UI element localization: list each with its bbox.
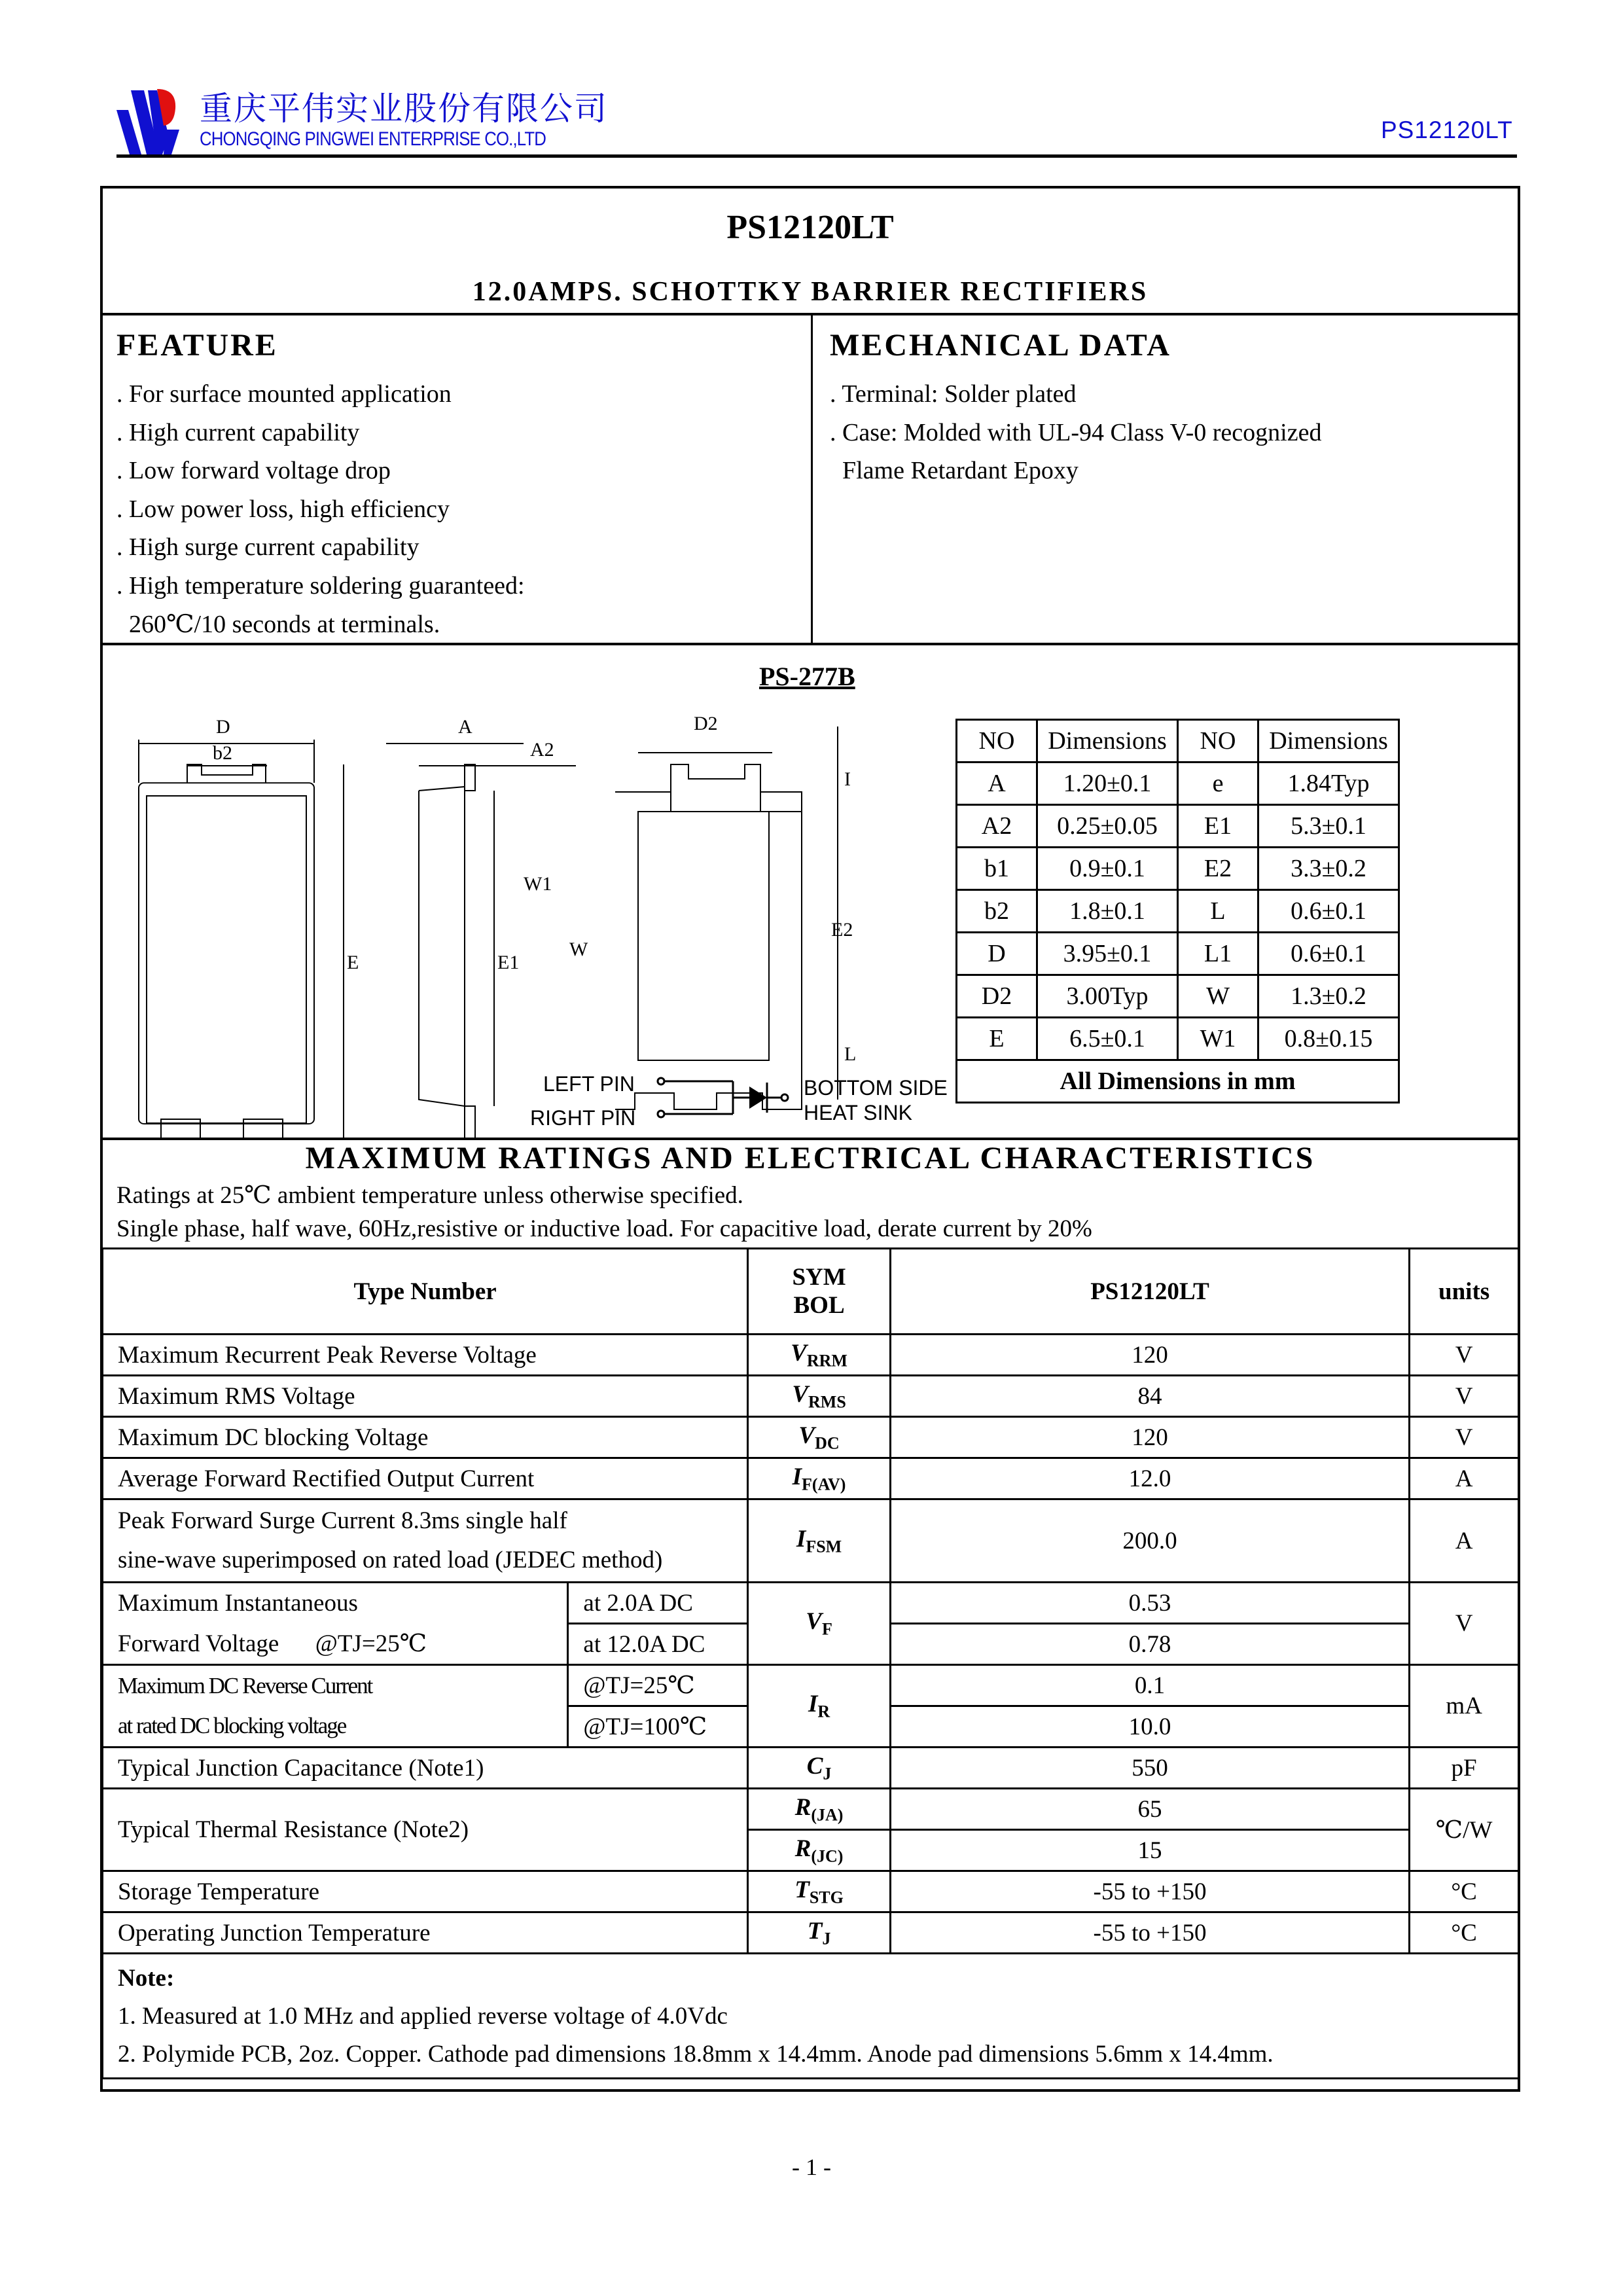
param-label: at rated DC blocking voltage [103,1706,568,1748]
value-cell: 0.53 [890,1583,1409,1624]
mechanical-item: . Case: Molded with UL-94 Class V-0 recognized [830,418,1322,446]
cell: 0.9±0.1 [1037,848,1178,890]
param-label: Maximum Instantaneous [103,1583,568,1624]
mechanical-item: Flame Retardant Epoxy [830,457,1079,484]
unit-cell: V [1410,1417,1519,1458]
symbol-cell [748,1458,891,1499]
cell: W [1178,975,1258,1018]
cell: 1.20±0.1 [1037,762,1178,805]
notes-row [103,1954,1519,2079]
param-label-line2: sine-wave superimposed on rated load (JEDEC method) [118,1547,663,1573]
cell: e [1178,762,1258,805]
divider [100,643,1520,645]
table-row [957,805,1399,848]
symbol-cell [748,1830,891,1871]
symbol-sub: (JA) [811,1805,844,1825]
bottom-side-label: BOTTOM SIDE [804,1076,948,1100]
diode-schematic-icon [654,1073,805,1126]
table-header-row [957,720,1399,762]
symbol-cell [748,1665,891,1748]
svg-text:E: E [347,952,359,973]
value-cell: 15 [890,1830,1409,1871]
param-label: Operating Junction Temperature [103,1912,748,1954]
table-row [957,1018,1399,1060]
cell: 0.8±0.15 [1258,1018,1399,1060]
symbol-cell [748,1748,891,1789]
param-label: Maximum RMS Voltage [103,1376,748,1417]
symbol-sub: F(AV) [802,1475,846,1494]
table-row [103,1748,1519,1789]
header-cell: NO [1178,720,1258,762]
ratings-heading: MAXIMUM RATINGS AND ELECTRICAL CHARACTERISTICS [305,1141,1315,1175]
header-cell: NO [957,720,1037,762]
symbol-cell [748,1499,891,1583]
table-row [103,1376,1519,1417]
cell: W1 [1178,1018,1258,1060]
value-cell: 120 [890,1335,1409,1376]
svg-text:A: A [458,716,473,738]
notes-cell [103,1954,1519,2079]
unit-cell: °C [1410,1912,1519,1954]
part-header: PS12120LT [890,1249,1409,1335]
svg-text:I: I [844,768,851,790]
unit-cell: pF [1410,1748,1519,1789]
symbol-cell [748,1376,891,1417]
cell: 1.3±0.2 [1258,975,1399,1018]
value-cell: 0.78 [890,1624,1409,1665]
cell: 6.5±0.1 [1037,1018,1178,1060]
cell: L [1178,890,1258,933]
value-cell: 200.0 [890,1499,1409,1583]
cell: E [957,1018,1037,1060]
table-row [103,1665,1519,1706]
cell: b2 [957,890,1037,933]
unit-cell: ℃/W [1410,1789,1519,1871]
cell: 3.95±0.1 [1037,933,1178,975]
cell: D [957,933,1037,975]
symbol: V [798,1422,815,1449]
cell: A [957,762,1037,805]
feature-heading: FEATURE [116,328,278,363]
table-row [957,933,1399,975]
condition-cell: at 12.0A DC [568,1624,748,1665]
symbol-cell [748,1583,891,1665]
svg-text:A2: A2 [530,739,554,761]
value-cell: -55 to +150 [890,1871,1409,1912]
units-header: units [1410,1249,1519,1335]
table-header-row [103,1249,1519,1335]
column-divider [811,313,813,644]
symbol-sub: STG [809,1888,844,1907]
svg-text:W1: W1 [524,873,552,895]
mechanical-heading: MECHANICAL DATA [830,328,1171,363]
right-pin-label: RIGHT PIN [530,1106,636,1130]
cell: D2 [957,975,1037,1018]
symbol-header-line2: BOL [793,1292,845,1319]
unit-cell: A [1410,1499,1519,1583]
param-label: Storage Temperature [103,1871,748,1912]
svg-text:D2: D2 [694,713,718,734]
dimensions-table [955,719,1400,1103]
svg-text:b2: b2 [213,742,232,764]
company-name-en: CHONGQING PINGWEI ENTERPRISE CO.,LTD [200,128,546,150]
company-name-cn: 重庆平伟实业股份有限公司 [200,90,608,128]
cell: E1 [1178,805,1258,848]
feature-item: . Low forward voltage drop [116,457,391,484]
header-rule [116,154,1517,158]
left-pin-label: LEFT PIN [543,1072,635,1096]
param-label-line1: Peak Forward Surge Current 8.3ms single half [118,1507,567,1534]
cell: 3.3±0.2 [1258,848,1399,890]
symbol-cell [748,1789,891,1830]
symbol: R [794,1835,812,1862]
symbol: I [796,1525,806,1552]
unit-cell: A [1410,1458,1519,1499]
symbol-sub: F [821,1619,832,1639]
header-cell: Dimensions [1037,720,1178,762]
symbol-cell [748,1417,891,1458]
symbol-sub: RMS [808,1392,846,1412]
param-label: Average Forward Rectified Output Current [103,1458,748,1499]
unit-cell: °C [1410,1871,1519,1912]
mechanical-item: . Terminal: Solder plated [830,380,1077,408]
type-number-header: Type Number [103,1249,748,1335]
table-row [103,1417,1519,1458]
feature-list [116,380,525,648]
param-label: Maximum DC Reverse Current [103,1665,568,1706]
feature-item: . High current capability [116,418,360,446]
table-row [103,1789,1519,1830]
symbol: V [791,1339,807,1367]
ratings-condition-2: Single phase, half wave, 60Hz,resistive or inductive load. For capacitive load, derate current by 20% [116,1215,1092,1242]
feature-item: . High temperature soldering guaranteed: [116,571,525,600]
package-name: PS-277B [759,662,855,691]
svg-text:L: L [844,1043,857,1065]
symbol: R [794,1793,812,1821]
table-footer-row [957,1060,1399,1103]
param-label: Typical Junction Capacitance (Note1) [103,1748,748,1789]
ratings-table [101,1247,1520,2079]
symbol: I [792,1463,802,1490]
note-item: 2. Polymide PCB, 2oz. Copper. Cathode pad dimensions 18.8mm x 14.4mm. Anode pad dimensions 5.6mm x 14.4mm. [118,2041,1274,2068]
cell: 1.8±0.1 [1037,890,1178,933]
feature-item: . For surface mounted application [116,380,452,408]
symbol-sub: FSM [806,1537,842,1556]
table-row [103,1499,1519,1583]
cell: 0.25±0.05 [1037,805,1178,848]
param-label [103,1499,748,1583]
page-title: PS12120LT [726,209,894,246]
cell: 3.00Typ [1037,975,1178,1018]
symbol-cell [748,1871,891,1912]
mechanical-list [830,380,1321,495]
page-number: - 1 - [792,2154,831,2180]
param-label: Typical Thermal Resistance (Note2) [103,1789,748,1871]
param-label: Maximum Recurrent Peak Reverse Voltage [103,1335,748,1376]
ratings-condition-1: Ratings at 25℃ ambient temperature unless otherwise specified. [116,1182,743,1209]
feature-item: 260℃/10 seconds at terminals. [116,611,440,638]
value-cell: -55 to +150 [890,1912,1409,1954]
cell: 5.3±0.1 [1258,805,1399,848]
condition-cell: at 2.0A DC [568,1583,748,1624]
cell: L1 [1178,933,1258,975]
value-cell: 65 [890,1789,1409,1830]
table-row [103,1335,1519,1376]
param-label: Forward Voltage @TJ=25℃ [103,1624,568,1665]
header-cell: Dimensions [1258,720,1399,762]
feature-item: . High surge current capability [116,533,419,561]
symbol-sub: RRM [806,1351,847,1371]
symbol: V [806,1608,822,1636]
value-cell: 120 [890,1417,1409,1458]
condition-cell: @TJ=25℃ [568,1665,748,1706]
svg-text:E1: E1 [497,952,520,973]
svg-text:D: D [216,716,230,738]
symbol-sub: (JC) [811,1846,844,1866]
value-cell: 0.1 [890,1665,1409,1706]
symbol-sub: J [822,1929,831,1948]
table-row [103,1912,1519,1954]
cell: E2 [1178,848,1258,890]
cell: b1 [957,848,1037,890]
cell: 1.84Typ [1258,762,1399,805]
table-row [103,1871,1519,1912]
table-row [957,762,1399,805]
logo-icon [116,84,195,156]
symbol: I [808,1691,818,1718]
table-row [103,1583,1519,1624]
value-cell: 550 [890,1748,1409,1789]
symbol: T [794,1876,810,1903]
svg-text:E2: E2 [831,919,853,941]
value-cell: 84 [890,1376,1409,1417]
param-label: Maximum DC blocking Voltage [103,1417,748,1458]
symbol-sub: R [817,1702,830,1721]
divider [100,313,1520,315]
cell: 0.6±0.1 [1258,933,1399,975]
cell: A2 [957,805,1037,848]
symbol: C [806,1752,823,1780]
note-item: 1. Measured at 1.0 MHz and applied reverse voltage of 4.0Vdc [118,2003,728,2030]
company-logo [116,84,195,156]
package-outline-drawing [118,681,962,1139]
symbol: T [807,1917,823,1945]
svg-text:W: W [569,939,588,960]
unit-cell: mA [1410,1665,1519,1748]
symbol: V [792,1380,808,1408]
header-part-number: PS12120LT [1381,117,1513,143]
symbol-sub: J [823,1764,832,1784]
feature-item: . Low power loss, high efficiency [116,495,450,523]
heat-sink-label: HEAT SINK [804,1101,912,1124]
value-cell: 12.0 [890,1458,1409,1499]
condition-cell: @TJ=100℃ [568,1706,748,1748]
symbol-cell [748,1335,891,1376]
table-row [957,848,1399,890]
cell: 0.6±0.1 [1258,890,1399,933]
symbol-cell [748,1912,891,1954]
symbol-header-line1: SYM [792,1264,846,1291]
table-row [957,975,1399,1018]
value-cell: 10.0 [890,1706,1409,1748]
dimensions-footnote: All Dimensions in mm [957,1060,1399,1103]
symbol-header [748,1249,891,1335]
unit-cell: V [1410,1335,1519,1376]
table-row [103,1458,1519,1499]
table-row [957,890,1399,933]
unit-cell: V [1410,1376,1519,1417]
page-subtitle: 12.0AMPS. SCHOTTKY BARRIER RECTIFIERS [472,277,1149,307]
notes-heading: Note: [118,1965,175,1992]
symbol-sub: DC [815,1433,840,1453]
unit-cell: V [1410,1583,1519,1665]
